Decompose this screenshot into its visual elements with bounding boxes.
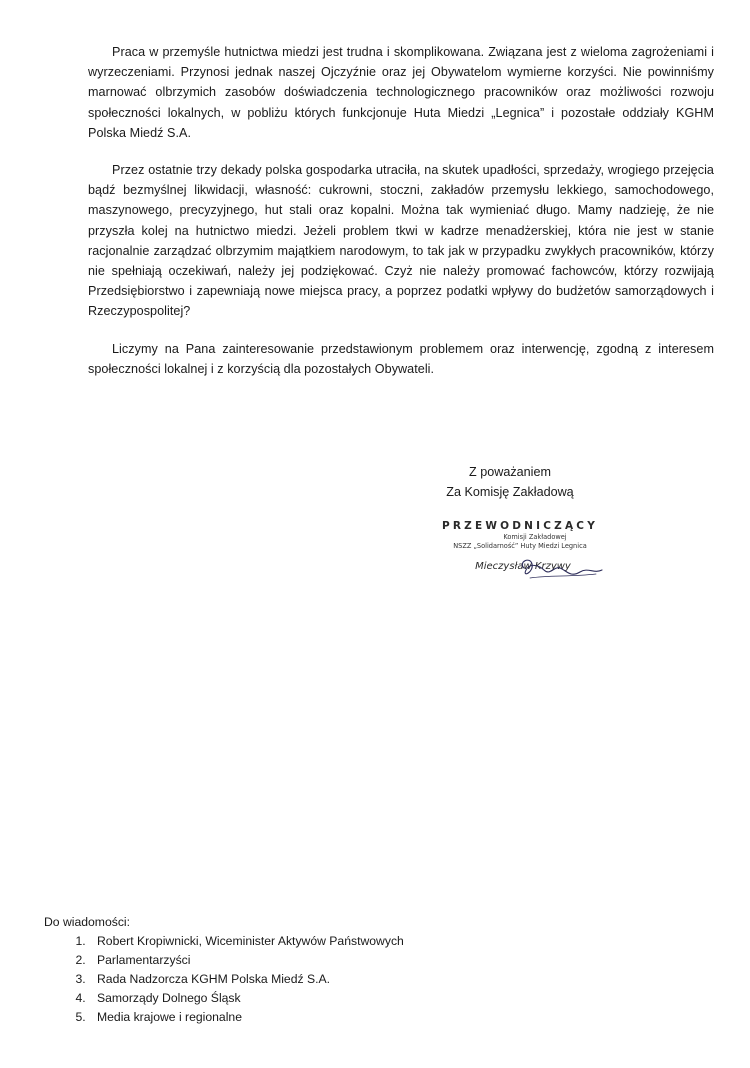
stamp-union-line: NSZZ „Solidarność” Huty Miedzi Legnica — [453, 542, 587, 550]
stamp-committee-line: Komisji Zakładowej — [503, 533, 567, 541]
stamp-signatory-name: Mieczysław Krzywy — [475, 561, 571, 572]
paragraph-3: Liczymy na Pana zainteresowanie przedstawionym problemem oraz interwencję, zgodną z interesem społeczności lokalnej i z korzyścią dla pozostałych Obywateli. — [88, 341, 714, 376]
recipient-item: 4. Samorządy Dolnego Śląsk — [89, 989, 404, 1008]
handwritten-signature — [510, 548, 610, 588]
recipient-item: 1. Robert Kropiwnicki, Wiceminister Aktywów Państwowych — [89, 932, 404, 951]
closing-committee: Za Komisję Zakładową — [446, 485, 574, 499]
stamp-title: PRZEWODNICZĄCY — [441, 520, 599, 532]
paragraph-2: Przez ostatnie trzy dekady polska gospodarka utraciła, na skutek upadłości, sprzedaży, wrogiego przejęcia bądź bezmyślnej likwidacji, własność: cukrowni, stoczni, zakładów przemysłu lekkiego, samochodowego, maszynowego, precyzyjnego, hut stali oraz kopalni. Można tak wymieniać długo. Mamy nadzieję, że nie przyszła kolej na hutnictwo miedzi. Jeżeli problem tkwi w kadrze menadżerskiej, która nie jest w stanie racjonalnie zarządzać olbrzymim majątkiem narodowym, to tak jak w przypadku zwykłych pracowników, którzy nie spełniają oczekiwań, należy jej podziękować. Czyż nie należy promować fachowców, którzy rozwijają Przedsiębiorstwo i zapewniają nowe miejsca pracy, a poprzez podatki wpływy do budżetów samorządowych i Rzeczypospolitej? — [88, 163, 714, 319]
recipients-block — [44, 913, 404, 1027]
recipients-heading: Do wiadomości: — [44, 915, 131, 929]
recipient-item: 5. Media krajowe i regionalne — [89, 1008, 404, 1027]
closing-regards: Z poważaniem — [469, 465, 551, 479]
recipient-item: 3. Rada Nadzorcza KGHM Polska Miedź S.A. — [89, 970, 404, 989]
closing-block — [400, 462, 620, 502]
recipients-list — [44, 932, 404, 1027]
paragraph-1: Praca w przemyśle hutnictwa miedzi jest trudna i skomplikowana. Związana jest z wieloma zagrożeniami i wyrzeczeniami. Przynosi jednak naszej Ojczyźnie oraz jej Obywatelom wymierne korzyści. Nie powinniśmy marnować olbrzymich zasobów doświadczenia technologicznego pracowników oraz możliwości rozwoju społeczności lokalnych, w pobliżu których funkcjonuje Huta Miedzi „Legnica” i pozostałe oddziały KGHM Polska Miedź S.A. — [88, 45, 714, 140]
recipient-item: 2. Parlamentarzyści — [89, 951, 404, 970]
letter-body — [88, 42, 714, 396]
